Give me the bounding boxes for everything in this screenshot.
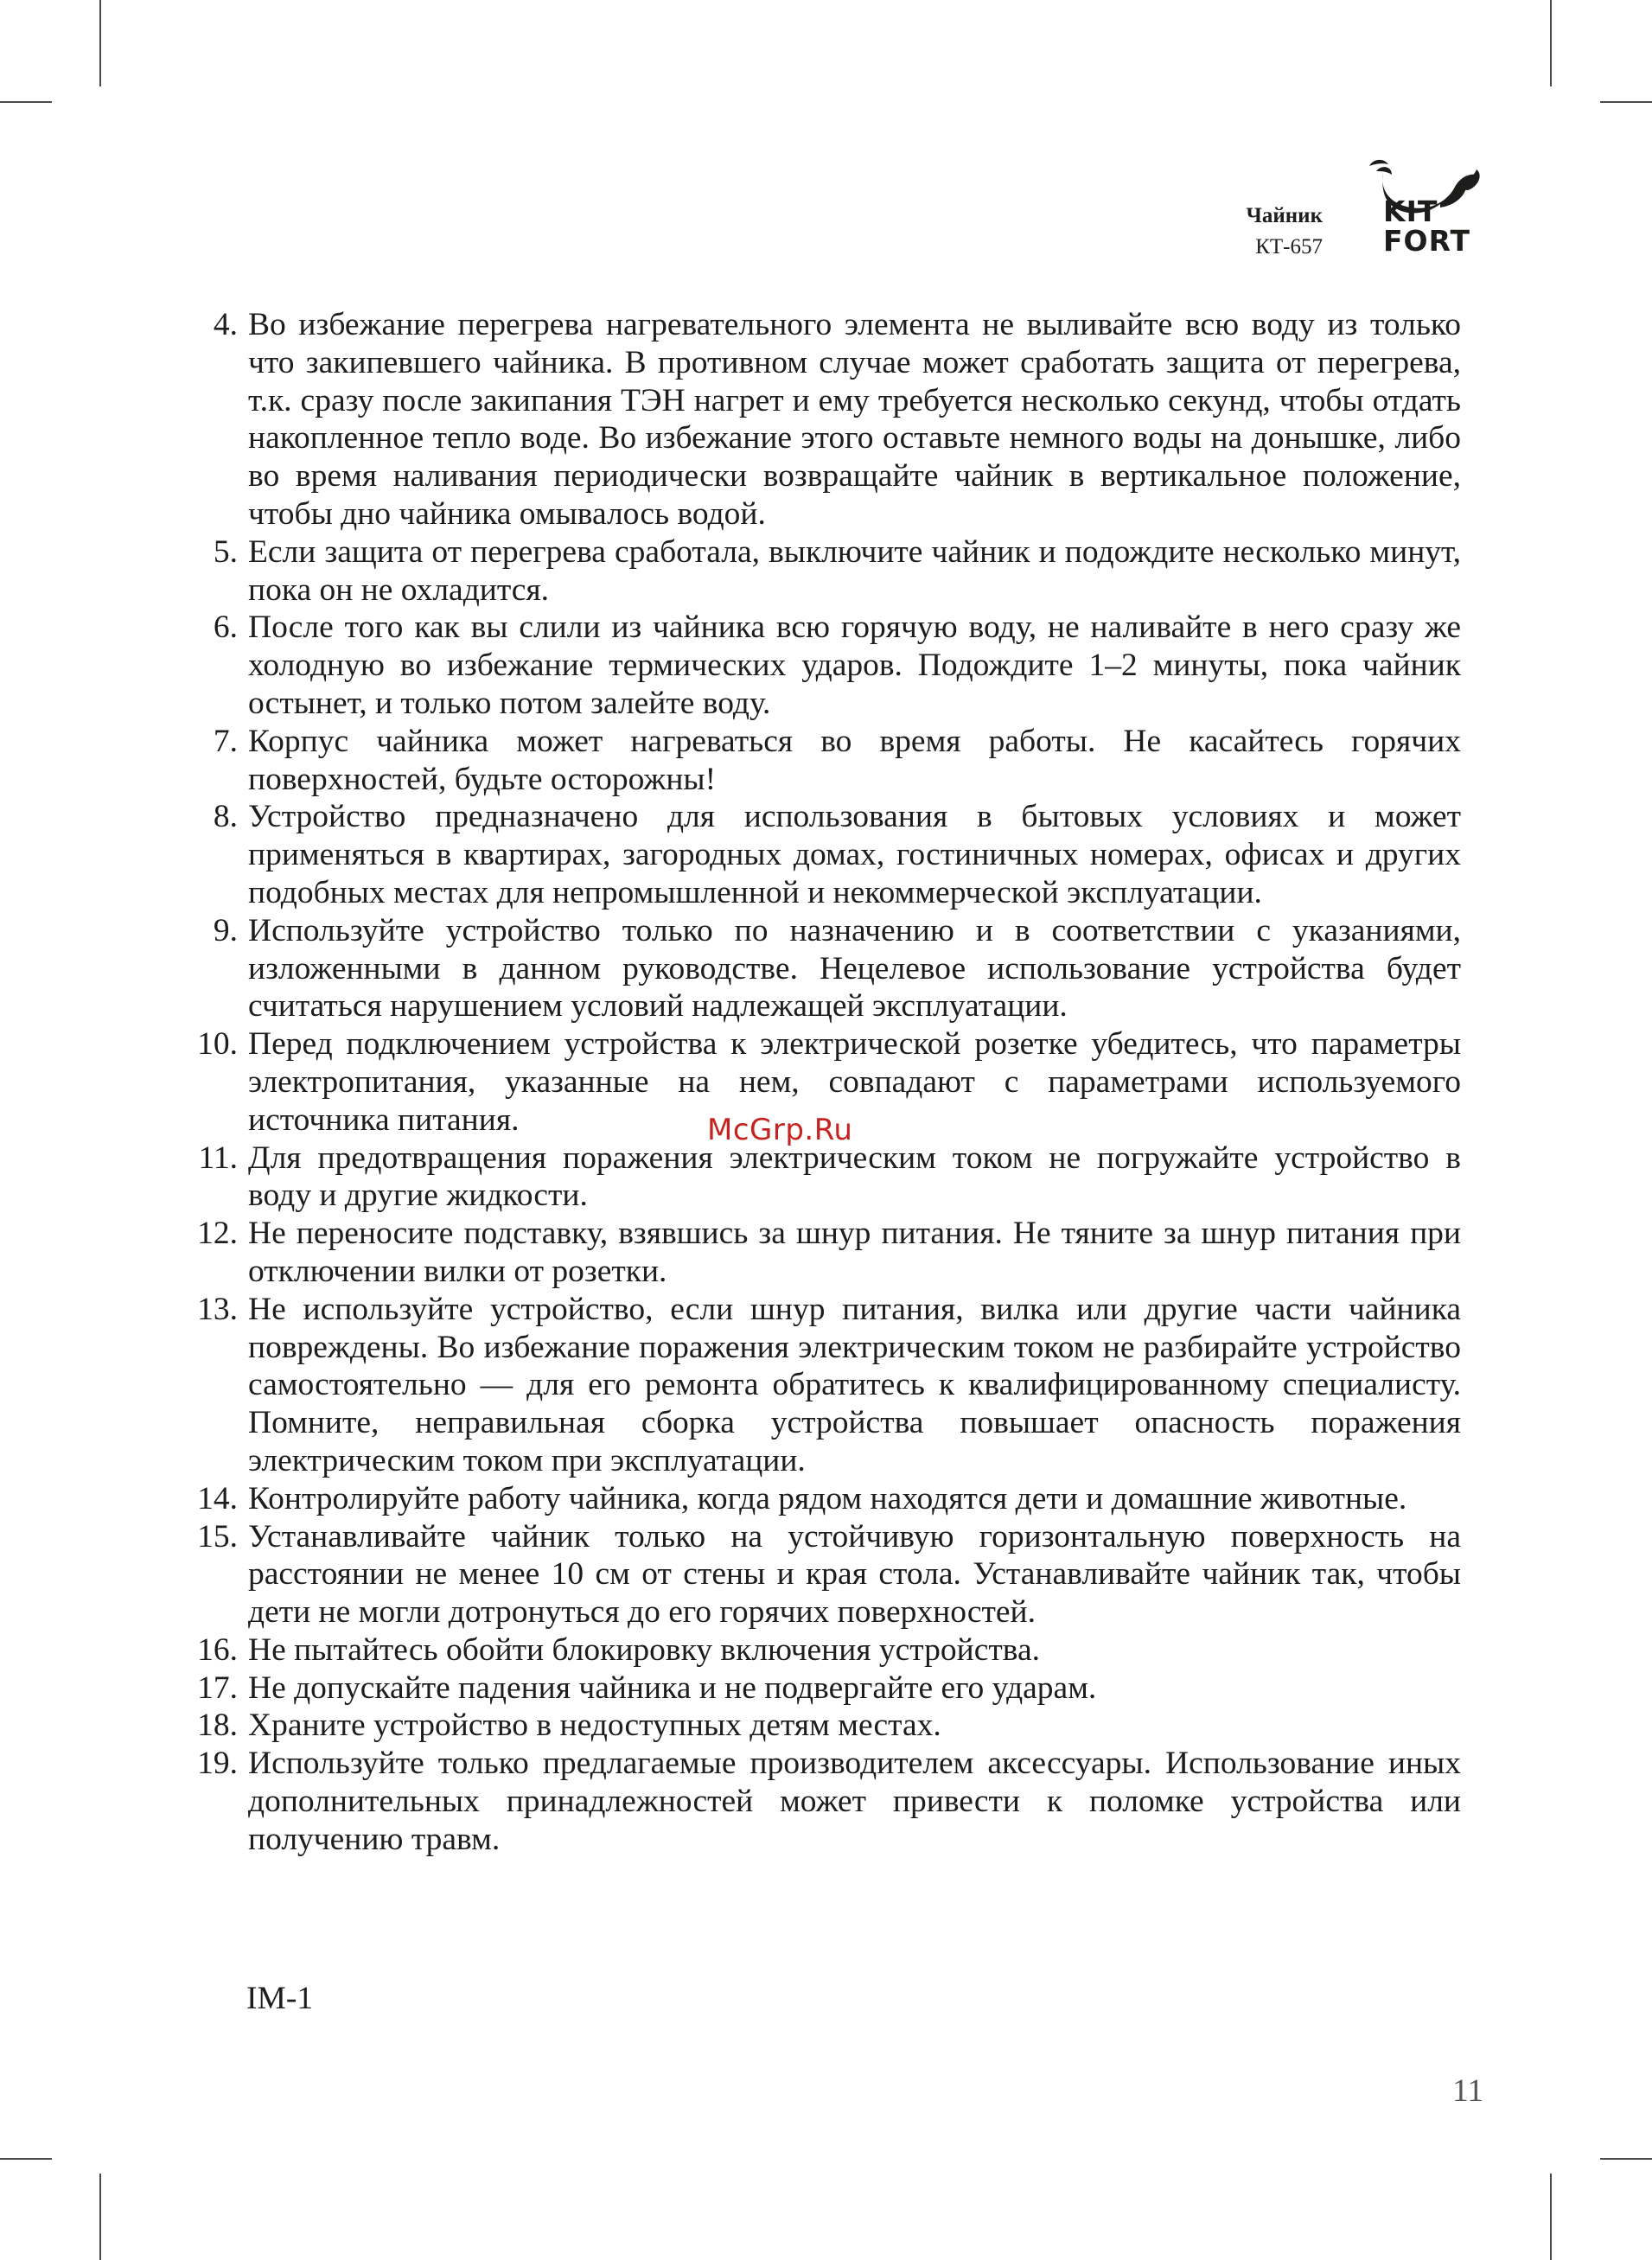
item-text: Контролируйте работу чайника, когда рядом находятся дети и домашние животные. <box>248 1480 1407 1516</box>
item-number: 7. <box>213 723 238 759</box>
list-item <box>195 533 1461 610</box>
list-item <box>195 1518 1461 1631</box>
item-text: Используйте только предлагаемые производителем аксессуары. Использование иных дополнительных принадлежностей может привести к поломке устройства или получению травм. <box>248 1746 1461 1857</box>
list-item <box>195 1291 1461 1480</box>
list-item <box>195 1140 1461 1216</box>
list-item <box>195 306 1461 533</box>
list-item <box>195 723 1461 799</box>
page-number: 11 <box>1452 2073 1484 2109</box>
item-number: 16. <box>197 1631 238 1668</box>
list-item <box>195 798 1461 911</box>
item-text: Если защита от перегрева сработала, выключите чайник и подождите несколько минут, пока он не охладится. <box>248 533 1461 608</box>
item-text: После того как вы слили из чайника всю горячую воду, не наливайте в него сразу же холодную во избежание термических ударов. Подождите 1–2 минуты, пока чайник остынет, и только потом залейте воду. <box>248 610 1461 721</box>
product-model: КТ-657 <box>1255 235 1323 259</box>
item-text: Не переносите подставку, взявшись за шнур питания. Не тяните за шнур питания при отключении вилки от розетки. <box>248 1216 1461 1289</box>
item-text: Используйте устройство только по назначению и в соответствии с указаниями, изложенными в данном руководстве. Нецелевое использование устройства будет считаться нарушением условий надлежащей эксплуатации. <box>248 912 1461 1025</box>
item-number: 15. <box>197 1518 238 1555</box>
item-number: 10. <box>197 1026 238 1063</box>
item-number: 8. <box>213 799 238 835</box>
logo-line-2: FORT <box>1383 224 1471 258</box>
list-item <box>195 1215 1461 1291</box>
item-text: Не допускайте падения чайника и не подвергайте его ударам. <box>248 1669 1097 1706</box>
page-header <box>1193 147 1496 268</box>
product-name: Чайник <box>1246 204 1323 227</box>
list-item <box>195 1669 1461 1708</box>
kitfort-logo-text <box>1383 197 1470 256</box>
item-number: 6. <box>213 610 238 646</box>
list-item <box>195 609 1461 722</box>
crop-mark <box>99 0 101 86</box>
item-number: 17. <box>197 1669 238 1706</box>
list-item <box>195 1707 1461 1745</box>
watermark: McGrp.Ru <box>707 1113 853 1147</box>
item-number: 9. <box>213 912 238 948</box>
list-item <box>195 1745 1461 1858</box>
list-item <box>195 1631 1461 1669</box>
product-info <box>1247 201 1323 263</box>
item-text: Корпус чайника может нагреваться во время работы. Не касайтесь горячих поверхностей, будьте осторожны! <box>248 723 1461 797</box>
item-number: 13. <box>197 1291 238 1327</box>
crop-mark <box>1600 2158 1652 2160</box>
crop-mark <box>0 2158 52 2160</box>
item-number: 18. <box>197 1708 238 1744</box>
list-item <box>195 912 1461 1025</box>
item-number: 11. <box>198 1140 238 1176</box>
item-number: 12. <box>197 1216 238 1252</box>
item-text: Не пытайтесь обойти блокировку включения устройства. <box>248 1631 1040 1668</box>
item-text: Перед подключением устройства к электрической розетке убедитесь, что параметры электропитания, указанные на нем, совпадают с параметрами используемого источника питания. <box>248 1026 1461 1138</box>
item-text: Устанавливайте чайник только на устойчивую горизонтальную поверхность на расстоянии не менее 10 см от стены и края стола. Устанавливайте чайник так, чтобы дети не могли дотронуться до его горячих поверхностей. <box>248 1518 1461 1631</box>
item-number: 5. <box>213 533 238 570</box>
instruction-list <box>195 306 1461 1859</box>
crop-mark <box>0 101 52 103</box>
document-code: IM-1 <box>246 1981 314 2016</box>
item-text: Не используйте устройство, если шнур питания, вилка или другие части чайника повреждены. Во избежание поражения электрическим током не разбирайте устройство самостоятельно — для его ремонта обратитесь к квалифицированному специалисту. Помните, неправильная сборка устройства повышает опасность поражения электрическим током при эксплуатации. <box>248 1291 1461 1478</box>
item-text: Устройство предназначено для использования в бытовых условиях и может применяться в квартирах, загородных домах, гостиничных номерах, офисах и других подобных местах для непромышленной и некоммерческой эксплуатации. <box>248 799 1461 910</box>
crop-mark <box>1600 101 1652 103</box>
item-number: 14. <box>197 1480 238 1516</box>
crop-mark <box>99 2174 101 2260</box>
item-text: Для предотвращения поражения электрическим током не погружайте устройство в воду и другие жидкости. <box>248 1140 1461 1214</box>
item-number: 4. <box>213 307 238 342</box>
item-text: Храните устройство в недоступных детям местах. <box>248 1708 941 1744</box>
item-text: Во избежание перегрева нагревательного элемента не выливайте всю воду из только что закипевшего чайника. В противном случае может сработать защита от перегрева, т.к. сразу после закипания ТЭН нагрет и ему требуется несколько секунд, чтобы отдать накопленное тепло воде. Во избежание этого оставьте немного воды на донышке, либо во время наливания периодически возвращайте чайник в вертикальное положение, чтобы дно чайника омывалось водой. <box>248 307 1461 532</box>
item-number: 19. <box>197 1746 238 1782</box>
crop-mark <box>1550 2174 1552 2260</box>
crop-mark <box>1550 0 1552 86</box>
list-item <box>195 1480 1461 1518</box>
logo-line-1: KIT <box>1383 195 1438 228</box>
